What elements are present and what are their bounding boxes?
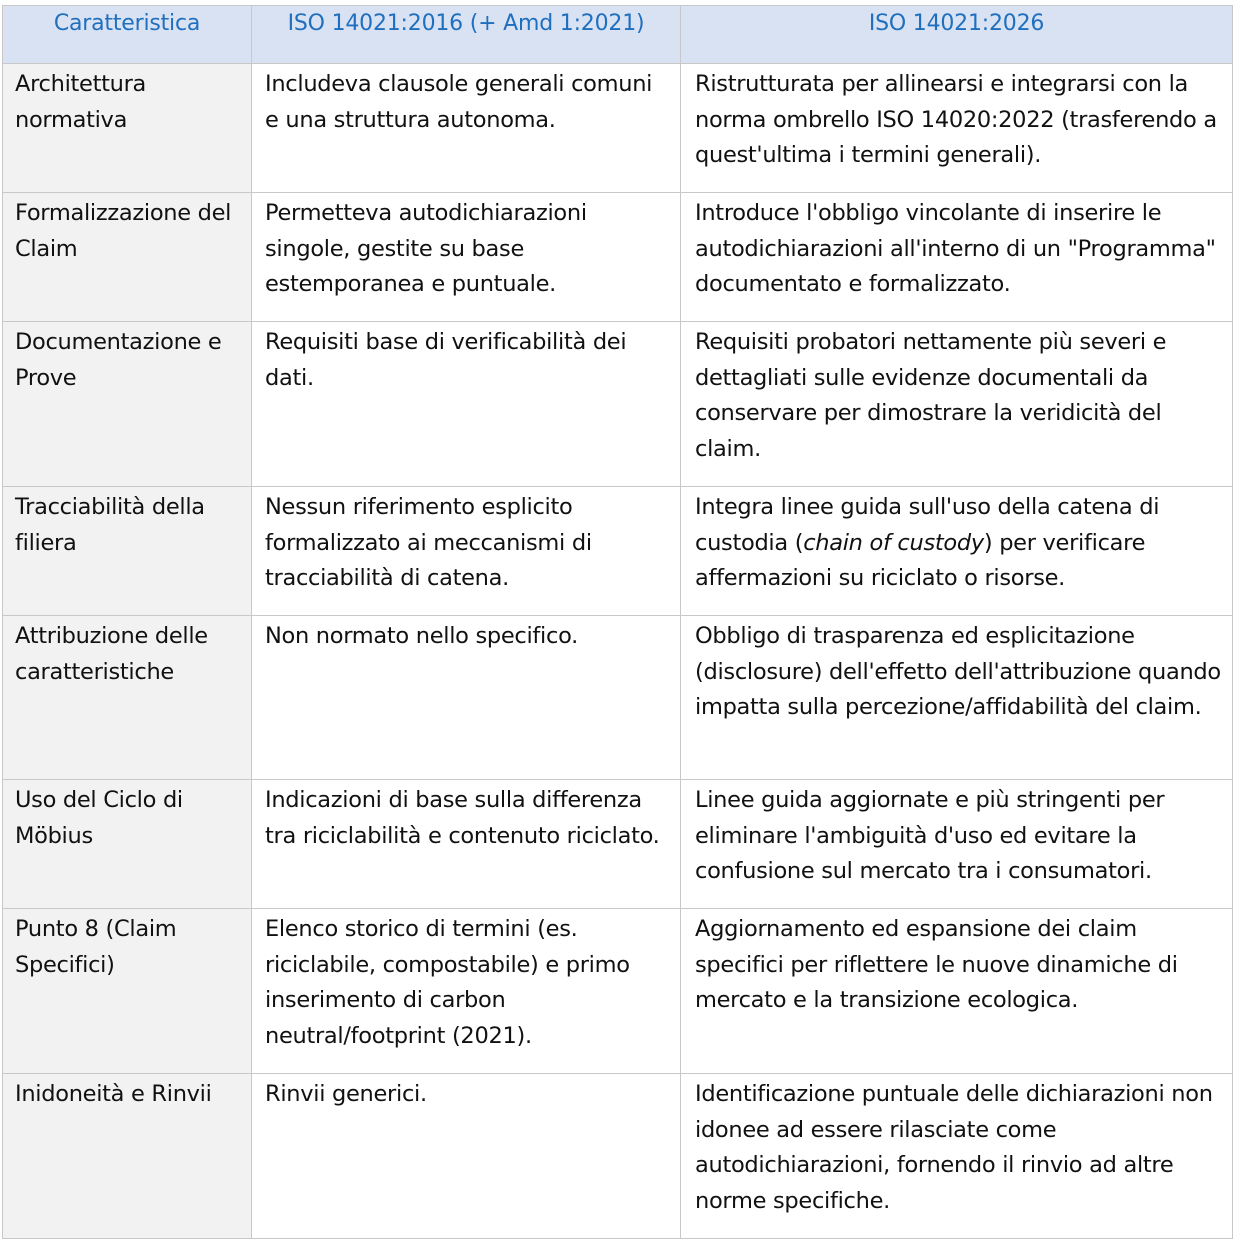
iso-2016-cell: Indicazioni di base sulla differenza tra riciclabilità e contenuto riciclato. bbox=[252, 780, 681, 909]
iso-2026-cell: Linee guida aggiornate e più stringenti per eliminare l'ambiguità d'uso ed evitare la confusione sul mercato tra i consumatori. bbox=[681, 780, 1233, 909]
iso-2016-cell: Elenco storico di termini (es. riciclabile, compostabile) e primo inserimento di carbon neutral/footprint (2021). bbox=[252, 909, 681, 1074]
feature-cell: Tracciabilità della filiera bbox=[3, 487, 252, 616]
iso-2026-cell: Requisiti probatori nettamente più severi e dettagliati sulle evidenze documentali da conservare per dimostrare la veridicità del claim. bbox=[681, 322, 1233, 487]
table-row bbox=[3, 64, 1233, 193]
feature-cell: Documentazione e Prove bbox=[3, 322, 252, 487]
table-body bbox=[3, 64, 1233, 1239]
feature-cell: Architettura normativa bbox=[3, 64, 252, 193]
header-feature: Caratteristica bbox=[3, 6, 252, 64]
table-header bbox=[3, 6, 1233, 64]
table-row bbox=[3, 487, 1233, 616]
table-row bbox=[3, 322, 1233, 487]
iso-2026-cell: Obbligo di trasparenza ed esplicitazione (disclosure) dell'effetto dell'attribuzione quando impatta sulla percezione/affidabilità del claim. bbox=[681, 616, 1233, 780]
text-after: ) per verificare affermazioni su riciclato o risorse. bbox=[695, 529, 1146, 591]
feature-cell: Inidoneità e Rinvii bbox=[3, 1074, 252, 1239]
italic-term: chain of custody bbox=[803, 529, 984, 556]
iso-2026-cell: Identificazione puntuale delle dichiarazioni non idonee ad essere rilasciate come autodichiarazioni, fornendo il rinvio ad altre norme specifiche. bbox=[681, 1074, 1233, 1239]
table-row bbox=[3, 1074, 1233, 1239]
iso-2026-cell bbox=[681, 487, 1233, 616]
header-iso-2026: ISO 14021:2026 bbox=[681, 6, 1233, 64]
iso-2026-cell: Introduce l'obbligo vincolante di inserire le autodichiarazioni all'interno di un "Programma" documentato e formalizzato. bbox=[681, 193, 1233, 322]
iso-2016-cell: Permetteva autodichiarazioni singole, gestite su base estemporanea e puntuale. bbox=[252, 193, 681, 322]
feature-cell: Uso del Ciclo di Möbius bbox=[3, 780, 252, 909]
text-before: Integra linee guida sull'uso della catena di custodia ( bbox=[695, 494, 1160, 556]
iso-2026-cell: Aggiornamento ed espansione dei claim specifici per riflettere le nuove dinamiche di mercato e la transizione ecologica. bbox=[681, 909, 1233, 1074]
table-row bbox=[3, 193, 1233, 322]
feature-cell: Attribuzione delle caratteristiche bbox=[3, 616, 252, 780]
header-row bbox=[3, 6, 1233, 64]
iso-2016-cell: Nessun riferimento esplicito formalizzato ai meccanismi di tracciabilità di catena. bbox=[252, 487, 681, 616]
iso-2016-cell: Includeva clausole generali comuni e una struttura autonoma. bbox=[252, 64, 681, 193]
header-iso-2016: ISO 14021:2016 (+ Amd 1:2021) bbox=[252, 6, 681, 64]
iso-2016-cell: Requisiti base di verificabilità dei dati. bbox=[252, 322, 681, 487]
comparison-table bbox=[2, 5, 1233, 1239]
table-row bbox=[3, 780, 1233, 909]
table-row bbox=[3, 616, 1233, 780]
feature-cell: Punto 8 (Claim Specifici) bbox=[3, 909, 252, 1074]
iso-2016-cell: Rinvii generici. bbox=[252, 1074, 681, 1239]
table-row bbox=[3, 909, 1233, 1074]
iso-2016-cell: Non normato nello specifico. bbox=[252, 616, 681, 780]
iso-2026-cell: Ristrutturata per allinearsi e integrarsi con la norma ombrello ISO 14020:2022 (trasferendo a quest'ultima i termini generali). bbox=[681, 64, 1233, 193]
feature-cell: Formalizzazione del Claim bbox=[3, 193, 252, 322]
